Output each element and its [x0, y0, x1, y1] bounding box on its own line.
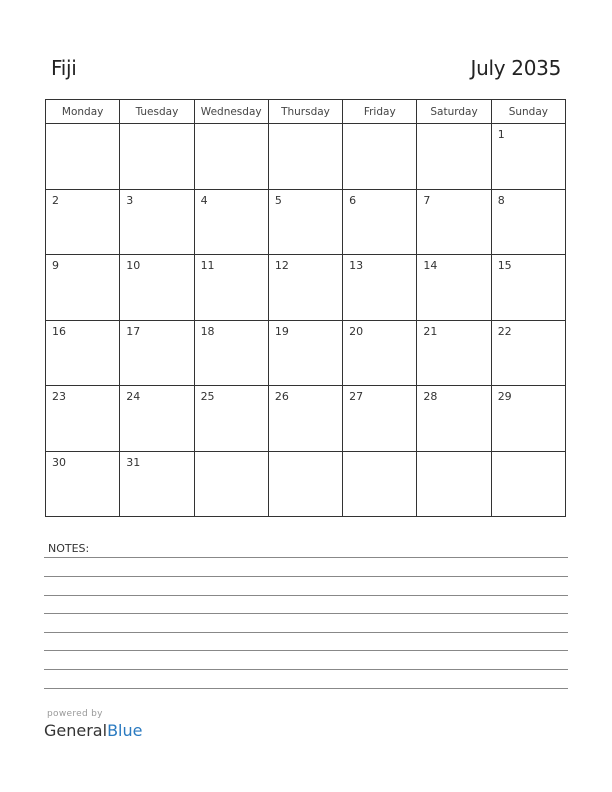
day-cell	[343, 320, 417, 386]
weekday-saturday: Saturday	[417, 100, 491, 124]
day-number	[269, 124, 342, 128]
day-number	[417, 452, 490, 456]
weekday-wednesday: Wednesday	[194, 100, 268, 124]
day-cell	[46, 320, 120, 386]
day-cell	[268, 451, 342, 517]
day-cell	[194, 451, 268, 517]
day-number: 3	[126, 193, 134, 207]
brand-blue: Blue	[107, 721, 143, 740]
day-number: 12	[274, 259, 289, 272]
day-number: 29	[497, 390, 512, 403]
powered-by-text: powered by	[47, 709, 103, 719]
day-cell	[343, 255, 417, 321]
weekday-sunday: Sunday	[491, 100, 565, 124]
day-number	[195, 124, 268, 128]
day-number: 15	[497, 259, 512, 272]
day-number: 28	[423, 390, 438, 403]
day-cell	[491, 255, 565, 321]
day-number: 2	[52, 193, 59, 207]
day-number: 23	[52, 390, 66, 403]
day-number: 22	[497, 324, 512, 338]
day-number: 16	[52, 324, 66, 338]
day-number: 1	[497, 128, 505, 141]
notes-line	[44, 632, 568, 633]
day-cell	[417, 189, 491, 255]
day-number: 4	[200, 193, 208, 207]
day-number	[343, 124, 416, 128]
day-number: 6	[349, 193, 357, 207]
day-cell	[268, 386, 342, 452]
day-number: 9	[52, 259, 59, 272]
day-cell	[268, 320, 342, 386]
day-cell	[120, 451, 194, 517]
notes-line	[44, 613, 568, 614]
day-cell	[343, 386, 417, 452]
day-cell	[120, 189, 194, 255]
day-cell	[120, 124, 194, 190]
week-row	[46, 255, 566, 321]
weekday-header-row	[46, 100, 566, 124]
day-number: 17	[126, 324, 141, 338]
day-cell	[194, 189, 268, 255]
notes-label: NOTES:	[48, 542, 90, 555]
week-row	[46, 124, 566, 190]
day-cell	[491, 124, 565, 190]
week-row	[46, 386, 566, 452]
week-row	[46, 451, 566, 517]
day-cell	[46, 451, 120, 517]
day-number	[492, 452, 565, 456]
country-title: Fiji	[51, 56, 77, 80]
day-cell	[417, 320, 491, 386]
week-row	[46, 320, 566, 386]
day-cell	[268, 255, 342, 321]
day-cell	[417, 386, 491, 452]
day-cell	[46, 124, 120, 190]
day-cell	[46, 189, 120, 255]
day-cell	[343, 451, 417, 517]
day-cell	[491, 189, 565, 255]
notes-line	[44, 576, 568, 577]
day-cell	[417, 451, 491, 517]
day-cell	[120, 320, 194, 386]
day-cell	[343, 189, 417, 255]
weekday-tuesday: Tuesday	[120, 100, 194, 124]
day-cell	[417, 124, 491, 190]
day-cell	[194, 255, 268, 321]
day-number: 26	[274, 390, 289, 403]
day-cell	[491, 451, 565, 517]
day-cell	[120, 386, 194, 452]
day-number: 5	[274, 193, 282, 207]
day-number: 11	[200, 259, 215, 272]
generalblue-logo[interactable]	[44, 721, 142, 740]
weekday-friday: Friday	[343, 100, 417, 124]
day-number: 13	[349, 259, 364, 272]
day-number: 10	[126, 259, 141, 272]
day-cell	[194, 386, 268, 452]
day-cell	[194, 320, 268, 386]
weekday-thursday: Thursday	[268, 100, 342, 124]
day-number: 7	[423, 193, 431, 207]
day-cell	[268, 189, 342, 255]
day-number: 21	[423, 324, 438, 338]
day-number	[120, 124, 193, 128]
brand-general: General	[44, 721, 108, 740]
day-number: 19	[274, 324, 289, 338]
day-number: 25	[200, 390, 215, 403]
day-cell	[268, 124, 342, 190]
notes-line	[44, 669, 568, 670]
day-number	[417, 124, 490, 128]
notes-line	[44, 557, 568, 558]
day-number: 27	[349, 390, 364, 403]
day-cell	[491, 386, 565, 452]
day-number: 31	[126, 455, 141, 469]
day-cell	[46, 255, 120, 321]
day-cell	[491, 320, 565, 386]
notes-line	[44, 650, 568, 651]
day-number: 18	[200, 324, 215, 338]
day-cell	[417, 255, 491, 321]
day-number: 20	[349, 324, 364, 338]
calendar-grid	[45, 99, 566, 517]
day-number	[195, 452, 268, 456]
day-number: 8	[497, 193, 505, 207]
day-number	[269, 452, 342, 456]
day-number	[46, 124, 119, 128]
day-cell	[46, 386, 120, 452]
month-year-title: July 2035	[470, 56, 561, 80]
day-number: 24	[126, 390, 141, 403]
day-cell	[120, 255, 194, 321]
day-cell	[194, 124, 268, 190]
week-row	[46, 189, 566, 255]
day-number: 14	[423, 259, 438, 272]
day-number	[343, 452, 416, 456]
notes-line	[44, 595, 568, 596]
notes-line	[44, 688, 568, 689]
day-number: 30	[52, 455, 66, 469]
weekday-monday: Monday	[46, 100, 120, 124]
day-cell	[343, 124, 417, 190]
